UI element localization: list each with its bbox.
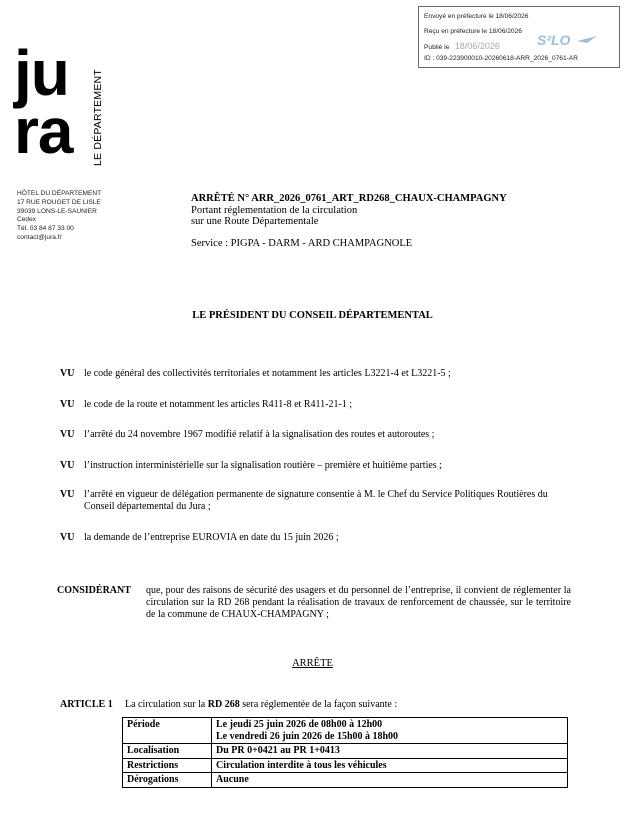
vu-paragraph: [60, 429, 580, 441]
vu-text: le code de la route et notamment les articles R411-8 et R411-21-1 ;: [84, 399, 353, 410]
article-keyword: ARTICLE 1: [60, 699, 113, 710]
vu-keyword: VU: [60, 489, 75, 500]
stamp-publie-date: 18/06/2026: [454, 41, 500, 51]
considerant-paragraph: [57, 585, 571, 621]
arrete-heading: ARRÊTE: [292, 658, 333, 669]
vu-paragraph: [60, 489, 580, 513]
service-line: Service : PIGPA - DARM - ARD CHAMPAGNOLE: [191, 237, 413, 249]
vu-paragraph: [60, 460, 580, 472]
table-row: [123, 758, 568, 773]
arrete-reference: ARRÊTÉ N° ARR_2026_0761_ART_RD268_CHAUX-CHAMPAGNY: [191, 193, 507, 204]
table-row: [123, 773, 568, 788]
stamp-publie: [424, 41, 500, 51]
table-row: [123, 744, 568, 759]
table-label: Localisation: [123, 744, 212, 759]
table-row: [123, 718, 568, 744]
considerant-keyword: CONSIDÉRANT: [57, 585, 131, 596]
vu-keyword: VU: [60, 429, 75, 440]
stamp-recu: Reçu en préfecture le 18/06/2026: [424, 28, 522, 35]
table-value: [212, 718, 568, 744]
address-line: 39039 LONS-LE-SAUNIER: [17, 207, 97, 215]
arrete-subject-line: Portant réglementation de la circulation: [191, 204, 358, 216]
table-label: Restrictions: [123, 758, 212, 773]
s2low-logo-text: S²LO: [537, 32, 571, 48]
prefecture-stamp: [418, 6, 620, 68]
stamp-id: ID : 039-223900010-20260618-ARR_2026_0761-AR: [424, 55, 578, 62]
vu-paragraph: [60, 399, 580, 411]
vu-keyword: VU: [60, 532, 75, 543]
logo-line2: ra: [14, 95, 73, 167]
s2low-arrow-icon: [577, 36, 597, 43]
arrete-subject-line: sur une Route Départementale: [191, 216, 319, 227]
vu-text: l’arrêté du 24 novembre 1967 modifié relatif à la signalisation des routes et autoroutes ;: [84, 429, 435, 440]
article-text-end: sera réglementée de la façon suivante :: [239, 699, 398, 710]
vu-paragraph: [60, 368, 580, 380]
stamp-publie-label: Publié le: [424, 44, 450, 51]
stamp-envoye: Envoyé en préfecture le 18/06/2026: [424, 13, 529, 20]
logo-line1: ju: [14, 37, 69, 109]
table-value: Du PR 0+0421 au PR 1+0413: [212, 744, 568, 759]
address-line: HÔTEL DU DÉPARTEMENT: [17, 190, 102, 197]
vu-keyword: VU: [60, 460, 75, 471]
s2low-logo: [537, 31, 599, 51]
article-text: [125, 699, 397, 710]
address-block: [17, 190, 101, 243]
table-label: Période: [123, 718, 212, 744]
president-heading: LE PRÉSIDENT DU CONSEIL DÉPARTEMENTAL: [192, 310, 433, 321]
address-line: Cedex: [17, 216, 37, 224]
considerant-text: que, pour des raisons de sécurité des usagers et du personnel de l’entreprise, il convient de réglementer la circulation sur la RD 268 pendant la réalisation de travaux de renforcement de chaussée, sur le territoire de la commune de CHAUX-CHAMPAGNY ;: [146, 585, 571, 620]
address-line: 17 RUE ROUGET DE LISLE: [17, 198, 101, 206]
vu-text: le code général des collectivités territoriales et notamment les articles L3221-4 et L3221-5 ;: [84, 368, 451, 379]
vu-paragraph: [60, 532, 580, 544]
period-line: Le vendredi 26 juin 2026 de 15h00 à 18h00: [216, 730, 399, 742]
vu-text: la demande de l’entreprise EUROVIA en date du 15 juin 2026 ;: [84, 532, 339, 543]
article-1: [60, 699, 398, 710]
address-line: contact@jura.fr: [17, 233, 62, 241]
table-value: Aucune: [212, 773, 568, 788]
period-line: Le jeudi 25 juin 2026 de 08h00 à 12h00: [216, 719, 383, 730]
vu-keyword: VU: [60, 368, 75, 379]
logo-subtitle: LE DÉPARTEMENT: [92, 69, 104, 166]
article-road: RD 268: [207, 699, 240, 710]
vu-keyword: VU: [60, 399, 75, 410]
table-value: Circulation interdite à tous les véhicules: [212, 758, 568, 773]
article-text-start: La circulation sur la: [125, 699, 208, 710]
table-label: Dérogations: [123, 773, 212, 788]
jura-logo: [14, 37, 73, 167]
address-line: Tél. 03 84 87 33 00: [17, 225, 74, 233]
arrete-header: [191, 193, 507, 249]
regulation-table: [122, 717, 568, 788]
vu-text: l’instruction interministérielle sur la signalisation routière – première et huitième parties ;: [84, 460, 442, 471]
vu-text: l’arrêté en vigueur de délégation permanente de signature consentie à M. le Chef du Service Politiques Routières du Conseil départemental du Jura ;: [84, 489, 548, 512]
